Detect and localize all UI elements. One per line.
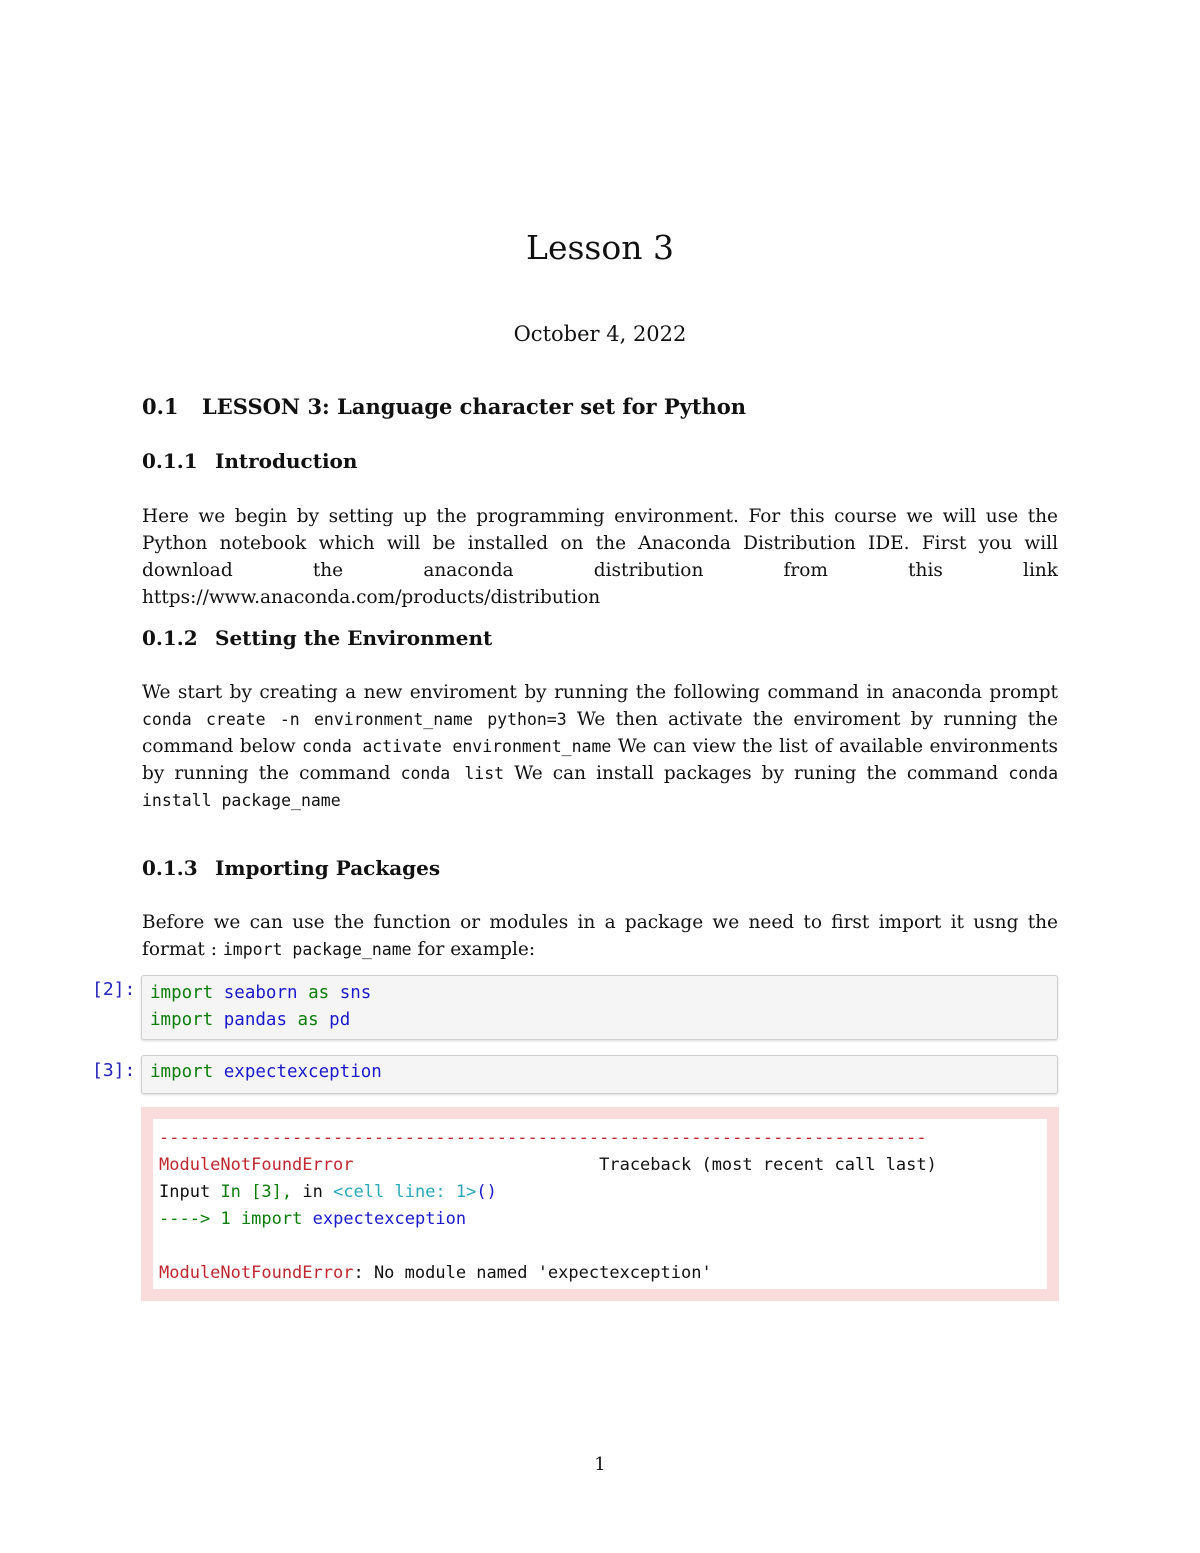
inline-code: conda install package_name — [142, 764, 1058, 810]
code-alias: sns — [339, 983, 372, 1003]
paragraph-text: We can install packages by runing the command — [514, 763, 999, 784]
inline-code: conda activate environment_name — [302, 737, 612, 756]
code-keyword: import — [150, 983, 214, 1003]
subsection-number: 0.1.3 — [142, 856, 198, 880]
error-message: : No module named 'expectexception' — [353, 1263, 712, 1283]
introduction-paragraph: Here we begin by setting up the programming environment. For this course we will use the Python notebook which will be installed on the Anaconda Distribution IDE. First you will download the anaconda distribution from this link https://www.anaconda.com/products/distribution — [142, 506, 1058, 608]
error-output — [141, 1107, 1059, 1301]
code-alias: pd — [329, 1010, 351, 1030]
paragraph-text: for example: — [417, 939, 536, 960]
paragraph-text: We then activate the enviroment by running the command below — [142, 709, 1058, 757]
inline-code: import package_name — [222, 940, 412, 959]
code-keyword: import — [150, 1062, 214, 1082]
environment-paragraph — [142, 679, 1058, 814]
traceback-block — [153, 1119, 1047, 1289]
traceback-line-number: 1 — [220, 1209, 231, 1229]
input-cell: <cell line: 1> — [333, 1182, 477, 1202]
traceback-arrow: ----> — [159, 1209, 211, 1229]
code-module: expectexception — [223, 1062, 382, 1082]
subsection-environment-heading — [142, 626, 492, 650]
subsection-importing-heading — [142, 856, 440, 880]
traceback-header: Traceback (most recent call last) — [599, 1155, 937, 1175]
document-title: Lesson 3 — [526, 228, 674, 267]
subsection-introduction-heading — [142, 449, 357, 473]
code-keyword: as — [308, 983, 330, 1003]
code-cell[interactable] — [141, 975, 1058, 1040]
page-number: 1 — [594, 1454, 606, 1475]
code-module: seaborn — [223, 983, 298, 1003]
code-block — [142, 1056, 1057, 1090]
subsection-title: Introduction — [215, 449, 358, 473]
paragraph-text: We start by creating a new enviroment by running the following command in anaconda prompt — [142, 682, 1058, 703]
code-cell[interactable] — [141, 1055, 1058, 1094]
input-label: Input — [159, 1182, 211, 1202]
subsection-title: Setting the Environment — [215, 626, 493, 650]
section-number: 0.1 — [142, 394, 179, 419]
subsection-number: 0.1.1 — [142, 449, 198, 473]
importing-paragraph — [142, 909, 1058, 963]
traceback-separator: --------------------------------------------------------------------------- — [159, 1128, 927, 1148]
code-module: expectexception — [312, 1209, 467, 1229]
code-module: pandas — [223, 1010, 287, 1030]
input-paren: () — [476, 1182, 497, 1202]
cell-prompt: [2]: — [92, 979, 136, 1000]
error-name: ModuleNotFoundError — [159, 1263, 354, 1283]
inline-code: conda create -n environment_name python=3 — [142, 710, 567, 729]
input-word: in — [302, 1182, 323, 1202]
error-name: ModuleNotFoundError — [159, 1155, 354, 1175]
input-ref: In [3], — [220, 1182, 293, 1202]
cell-prompt: [3]: — [92, 1060, 136, 1081]
subsection-number: 0.1.2 — [142, 626, 198, 650]
document-date: October 4, 2022 — [513, 322, 687, 346]
code-keyword: import — [240, 1209, 303, 1229]
section-heading — [142, 394, 746, 419]
code-block — [142, 976, 1057, 1038]
code-keyword: as — [297, 1010, 319, 1030]
paragraph-text: We can view the list of available environments by running the command — [142, 736, 1059, 784]
subsection-title: Importing Packages — [215, 856, 441, 880]
paragraph-text: Before we can use the function or modules in a package we need to first import it usng the format : — [142, 912, 1058, 960]
section-title: LESSON 3: Language character set for Python — [202, 394, 747, 419]
inline-code: conda list — [400, 764, 505, 783]
code-keyword: import — [150, 1010, 214, 1030]
